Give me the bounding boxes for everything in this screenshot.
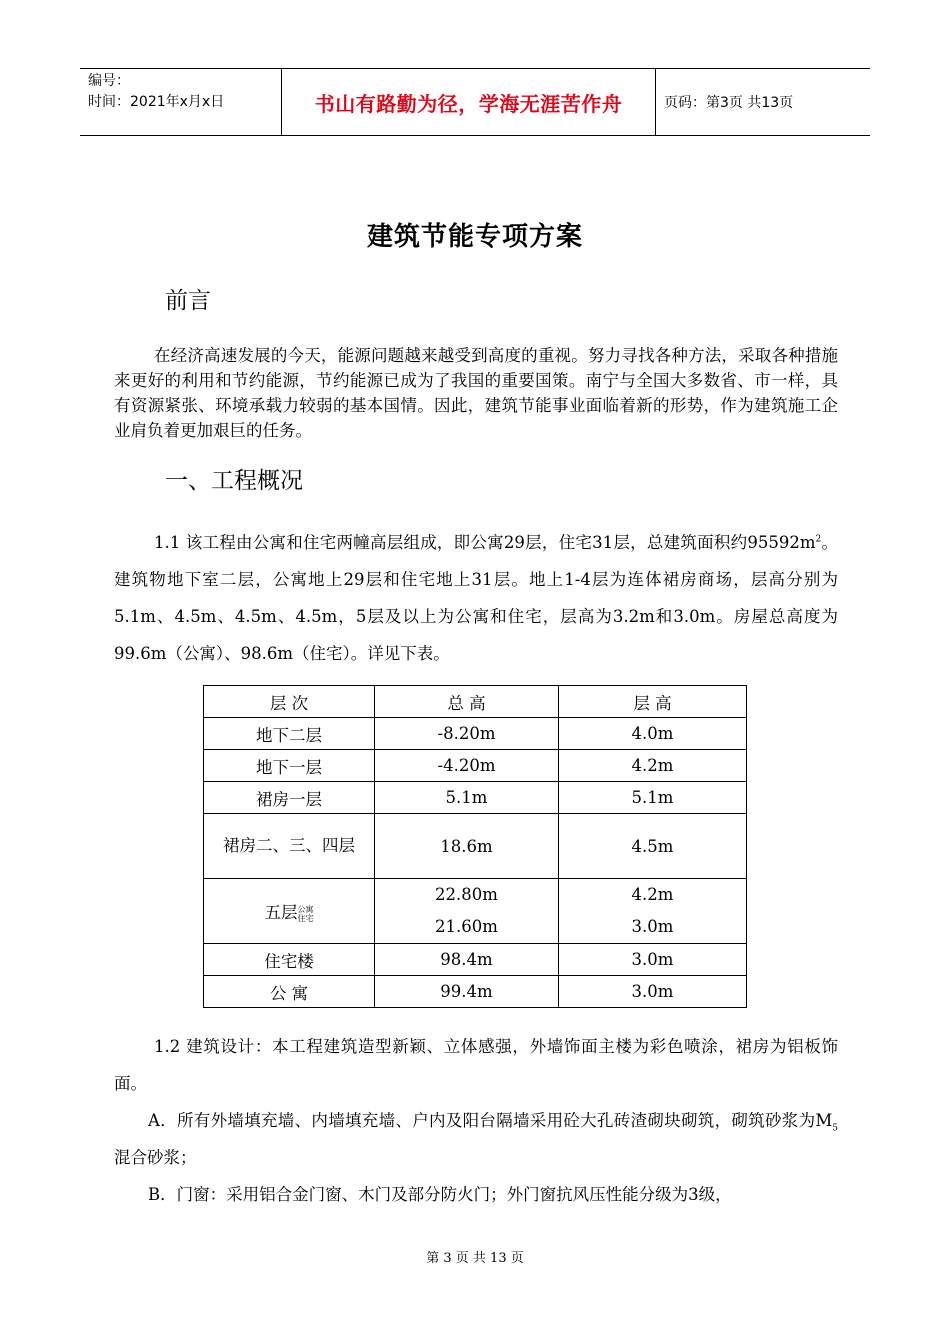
- table-cell: 18.6m: [375, 814, 559, 879]
- header-page-info: 页码：第3页 共13页: [664, 95, 794, 111]
- sublabel-residence: 住宅: [297, 913, 314, 923]
- table-cell: 公 寓: [204, 976, 375, 1008]
- table-row: [204, 750, 747, 782]
- table-cell: 5.1m: [559, 782, 747, 814]
- header-cell-height: 层 高: [559, 686, 747, 718]
- paragraph-a-part-b: 混合砂浆；: [114, 1148, 197, 1167]
- table-cell: [559, 879, 747, 944]
- floor-height-table: [203, 685, 747, 1008]
- sublabel-apartment: 公寓: [297, 904, 314, 914]
- header-meta: [80, 69, 282, 135]
- table-row: [204, 782, 747, 814]
- preface-paragraph: 在经济高速发展的今天，能源问题越来越受到高度的重视。努力寻找各种方法，采取各种措施来更好的利用和节约能源，节约能源已成为了我国的重要国策。南宁与全国大多数省、市一样，具有资源紧张、环境承载力较弱的基本国情。因此，建筑节能事业面临着新的形势，作为建筑施工企业肩负着更加艰巨的任务。: [114, 346, 838, 440]
- fifth-height-residence: 3.0m: [631, 917, 674, 936]
- table-cell: 3.0m: [559, 944, 747, 976]
- table-cell: -8.20m: [375, 718, 559, 750]
- fifth-floor-sublabels: [298, 905, 314, 923]
- page-header: [80, 68, 870, 136]
- document-title: 建筑节能专项方案: [366, 222, 583, 252]
- header-motto: 书山有路勤为径，学海无涯苦作舟: [282, 69, 656, 135]
- table-cell: 裙房二、三、四层: [204, 814, 375, 879]
- table-cell: 5.1m: [375, 782, 559, 814]
- fifth-height-apartment: 4.2m: [631, 885, 674, 904]
- table-cell: [375, 879, 559, 944]
- time-label: 时间：2021年x月x日: [88, 94, 225, 110]
- header-cell-total: 总 高: [375, 686, 559, 718]
- table-cell: 住宅楼: [204, 944, 375, 976]
- header-cell-floor: 层 次: [204, 686, 375, 718]
- fifth-total-residence: 21.60m: [435, 917, 498, 936]
- table-row: [204, 718, 747, 750]
- table-cell: -4.20m: [375, 750, 559, 782]
- table-cell: 裙房一层: [204, 782, 375, 814]
- table-cell: 98.4m: [375, 944, 559, 976]
- page-footer: 第 3 页 共 13 页: [426, 1251, 524, 1266]
- paragraph-1-1-part-b: 。建筑物地下室二层，公寓地上29层和住宅地上31层。地上1-4层为连体裙房商场，层高分别为5.1m、4.5m、4.5m、4.5m，5层及以上为公寓和住宅，层高为3.2m和3.0m。房屋总高度为99.6m（公寓）、98.6m（住宅）。详见下表。: [114, 533, 838, 663]
- mortar-subscript: 5: [832, 1123, 838, 1134]
- paragraph-b: B．门窗：采用铝合金门窗、木门及部分防火门；外门窗抗风压性能分级为3级，: [148, 1185, 732, 1204]
- table-row: [204, 944, 747, 976]
- table-row: [204, 976, 747, 1008]
- table-cell: 地下二层: [204, 718, 375, 750]
- table-row-fifth-floor: [204, 879, 747, 944]
- table-cell: 地下一层: [204, 750, 375, 782]
- fifth-floor-label: 五层: [264, 903, 298, 922]
- paragraph-1-1-part-a: 1.1 该工程由公寓和住宅两幢高层组成，即公寓29层，住宅31层，总建筑面积约95592m: [154, 533, 816, 552]
- preface-heading: 前言: [165, 288, 211, 314]
- table-row: [204, 814, 747, 879]
- table-cell: 4.0m: [559, 718, 747, 750]
- area-superscript: 2: [815, 534, 822, 545]
- table-cell: 4.5m: [559, 814, 747, 879]
- paragraph-1-2: 1.2 建筑设计：本工程建筑造型新颖、立体感强，外墙饰面主楼为彩色喷涂，裙房为铝板饰面。: [114, 1037, 838, 1093]
- paragraph-1-1: [114, 524, 838, 672]
- fifth-total-apartment: 22.80m: [435, 885, 498, 904]
- table-header-row: [204, 686, 747, 718]
- overview-heading: 一、工程概况: [165, 468, 303, 494]
- table-cell: 3.0m: [559, 976, 747, 1008]
- table-cell: 99.4m: [375, 976, 559, 1008]
- number-label: 编号：: [88, 73, 130, 89]
- table-cell: 4.2m: [559, 750, 747, 782]
- table-cell-fifth-floor: [204, 879, 375, 944]
- paragraph-a: [114, 1102, 838, 1176]
- paragraph-a-part-a: A．所有外墙填充墙、内墙填充墙、户内及阳台隔墙采用砼大孔砖渣砌块砌筑，砌筑砂浆为M: [148, 1111, 833, 1130]
